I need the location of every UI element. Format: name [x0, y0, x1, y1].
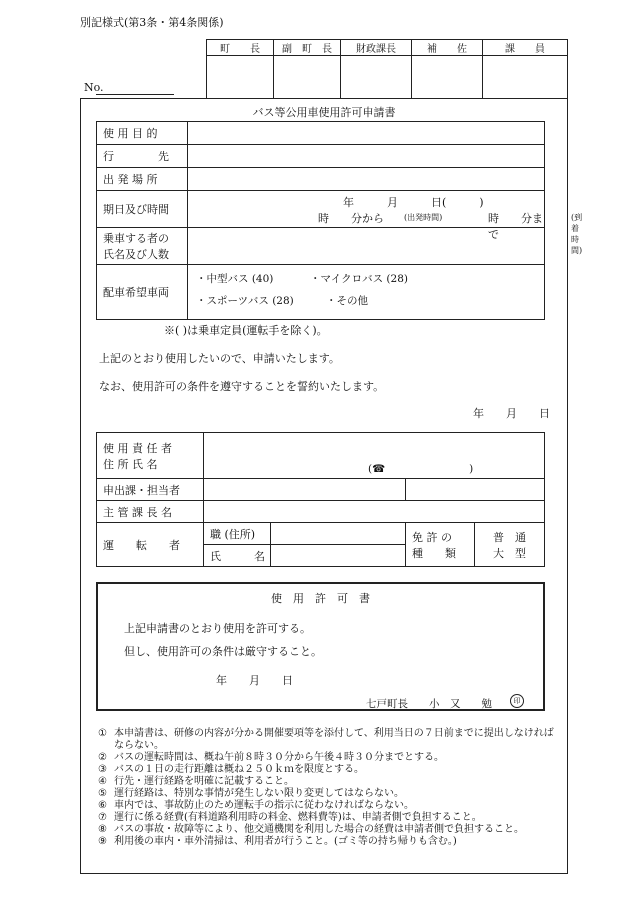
vehicle-label: 配車希望車両 — [97, 265, 188, 320]
vehicle-option-sports-bus[interactable]: ・スポーツバス (28) — [196, 295, 294, 307]
datetime-from: 時 分から — [318, 212, 384, 225]
statement-pledge: なお、使用許可の条件を遵守することを誓約いたします。 — [99, 380, 385, 393]
datetime-from-note: (出発時間) — [404, 213, 443, 222]
note-item: ⑥ 車内では、事故防止のため運転手の指示に従わなければならない。 — [98, 800, 414, 811]
notes-list — [98, 728, 558, 848]
vehicle-option-microbus[interactable]: ・マイクロバス (28) — [310, 273, 408, 285]
permit-line-condition: 但し、使用許可の条件は厳守すること。 — [124, 645, 322, 658]
note-item: ④ 行先・運行経路を明確に記載すること。 — [98, 776, 294, 787]
datetime-date-line: 年 月 日( ) — [343, 196, 484, 209]
license-types[interactable]: 普 通 大 型 — [475, 523, 545, 567]
departure-label: 出 発 場 所 — [97, 168, 188, 191]
datetime-to: 時 分まで — [488, 212, 543, 241]
seal-icon: 印 — [510, 694, 524, 708]
driver-label: 運 転 者 — [97, 523, 204, 567]
note-item: ⑤ 運行経路は、特別な事情が発生しない限り変更してはならない。 — [98, 788, 404, 799]
vehicle-field[interactable] — [188, 265, 545, 320]
purpose-label: 使 用 目 的 — [97, 122, 188, 145]
datetime-to-note: (到着時間) — [571, 213, 583, 255]
responsible-label: 使 用 責 任 者 住 所 氏 名 — [97, 433, 204, 479]
driver-job-label: 職 (住所) — [204, 523, 271, 545]
approval-stamp-table — [206, 39, 568, 99]
section-label: 申出課・担当者 — [97, 479, 204, 501]
section-field[interactable] — [204, 479, 406, 501]
note-item: ③ バスの１日の走行距離は概ね２５０ｋｍを限度とする。 — [98, 764, 364, 775]
datetime-label: 期日及び時間 — [97, 191, 188, 228]
stamp-box-finance[interactable] — [341, 56, 412, 99]
note-item: ⑧ バスの事故・故障等により、他交通機関を利用した場合の経費は申請者側で負担すること。 — [98, 824, 524, 835]
note-item: ① 本申請書は、研修の内容が分かる開催要項等を添付して、利用当日の７日前までに提出しなければならない。 — [98, 728, 554, 751]
statement-apply: 上記のとおり使用したいので、申請いたします。 — [99, 352, 340, 365]
stamp-header-assistant: 補 佐 — [412, 40, 483, 56]
manager-field[interactable] — [204, 501, 545, 523]
driver-name-label: 氏 名 — [204, 545, 271, 567]
permit-date[interactable]: 年 月 日 — [216, 674, 293, 687]
manager-label: 主 管 課 長 名 — [97, 501, 204, 523]
number-field[interactable] — [96, 94, 174, 95]
application-date[interactable]: 年 月 日 — [473, 407, 550, 420]
stamp-box-deputy[interactable] — [274, 56, 341, 99]
vehicle-option-medium-bus[interactable]: ・中型バス (40) — [196, 273, 274, 285]
note-item: ⑦ 運行に係る経費(有料道路利用時の料金、燃料費等)は、申請者側で負担すること。 — [98, 812, 482, 823]
stamp-header-finance: 財政課長 — [341, 40, 412, 56]
license-label: 免 許 の 種 類 — [406, 523, 475, 567]
stamp-header-deputy: 副 町 長 — [274, 40, 341, 56]
stamp-box-staff[interactable] — [483, 56, 568, 99]
phone-field[interactable]: (☎ ) — [368, 463, 474, 475]
stamp-box-mayor[interactable] — [207, 56, 274, 99]
permit-title: 使 用 許 可 書 — [271, 592, 370, 605]
datetime-field[interactable] — [188, 191, 583, 255]
stamp-header-mayor: 町 長 — [207, 40, 274, 56]
departure-field[interactable] — [188, 168, 545, 191]
note-item: ⑨ 利用後の車内・車外清掃は、利用者が行うこと。(ゴミ等の持ち帰りも含む。) — [98, 836, 457, 847]
permit-box — [96, 582, 545, 711]
driver-name-field[interactable] — [271, 545, 406, 567]
capacity-note: ※( )は乗車定員(運転手を除く)。 — [164, 324, 328, 337]
destination-field[interactable] — [188, 145, 545, 168]
applicant-table — [96, 432, 545, 567]
stamp-box-assistant[interactable] — [412, 56, 483, 99]
permit-line-approve: 上記申請書のとおり使用を許可する。 — [124, 622, 311, 635]
passengers-label: 乗車する者の 氏名及び人数 — [97, 228, 188, 265]
staff-field[interactable] — [406, 479, 545, 501]
number-label: No. — [84, 81, 104, 94]
vehicle-option-other[interactable]: ・その他 — [326, 295, 368, 307]
permit-issuer: 七戸町長 小 又 勉 — [366, 698, 492, 710]
form-reference: 別記様式(第3条・第4条関係) — [80, 16, 224, 29]
application-table — [96, 121, 583, 320]
destination-label: 行 先 — [97, 145, 188, 168]
responsible-field[interactable] — [204, 433, 545, 479]
form-title: バス等公用車使用許可申請書 — [252, 106, 396, 119]
stamp-header-staff: 課 員 — [483, 40, 568, 56]
driver-job-field[interactable] — [271, 523, 406, 545]
note-item: ② バスの運転時間は、概ね午前８時３０分から午後４時３０分までとする。 — [98, 752, 444, 763]
purpose-field[interactable] — [188, 122, 545, 145]
